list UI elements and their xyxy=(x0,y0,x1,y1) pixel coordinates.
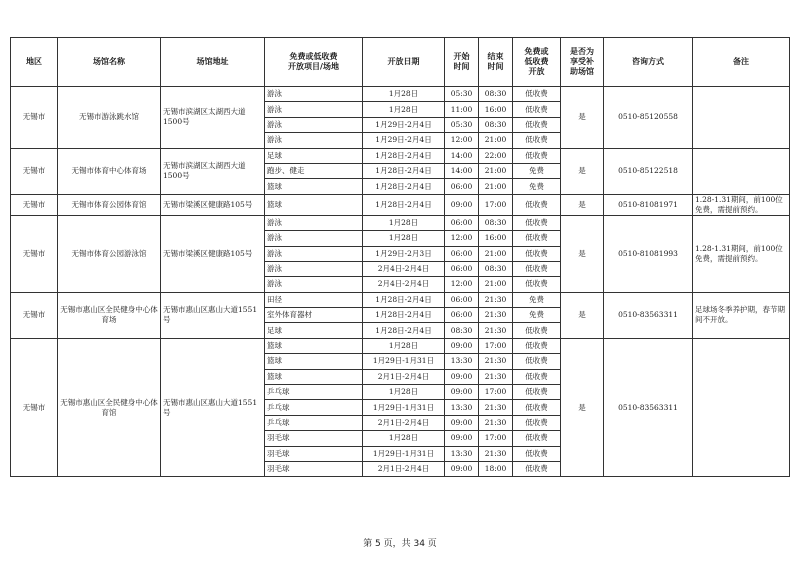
table-row xyxy=(11,87,790,102)
item-cell: 游泳 xyxy=(265,133,363,148)
fee-cell: 低收费 xyxy=(513,102,561,117)
item-cell: 羽毛球 xyxy=(265,431,363,446)
start-time-cell: 09:00 xyxy=(445,415,479,430)
header-row xyxy=(11,38,790,87)
item-cell: 游泳 xyxy=(265,261,363,276)
date-cell: 1月29日-1月31日 xyxy=(363,400,445,415)
date-cell: 2月1日-2月4日 xyxy=(363,461,445,476)
contact-cell: 0510-85120558 xyxy=(604,87,693,149)
fee-cell: 低收费 xyxy=(513,148,561,163)
venue-address-cell: 无锡市滨湖区太湖西大道1500号 xyxy=(161,87,265,149)
fee-cell: 低收费 xyxy=(513,369,561,384)
date-cell: 1月28日-2月4日 xyxy=(363,148,445,163)
header-line: 免费或低收费 xyxy=(289,52,338,61)
item-cell: 乒乓球 xyxy=(265,415,363,430)
fee-cell: 低收费 xyxy=(513,231,561,246)
item-cell: 跑步、健走 xyxy=(265,163,363,178)
date-cell: 1月28日 xyxy=(363,385,445,400)
end-time-cell: 18:00 xyxy=(479,461,513,476)
date-cell: 1月28日 xyxy=(363,102,445,117)
subsidy-cell: 是 xyxy=(561,194,604,215)
start-time-cell: 13:30 xyxy=(445,354,479,369)
item-cell: 羽毛球 xyxy=(265,461,363,476)
note-cell: 1.28-1.31期间，前100位免费，需提前预约。 xyxy=(693,215,790,292)
start-time-cell: 12:00 xyxy=(445,231,479,246)
end-time-cell: 21:30 xyxy=(479,323,513,338)
header-venue-name: 场馆名称 xyxy=(58,38,161,87)
table-row xyxy=(11,338,790,353)
end-time-cell: 21:00 xyxy=(479,133,513,148)
start-time-cell: 09:00 xyxy=(445,369,479,384)
end-time-cell: 21:30 xyxy=(479,308,513,323)
end-time-cell: 21:30 xyxy=(479,415,513,430)
note-cell: 足球场冬季养护期，春节期间不开放。 xyxy=(693,292,790,338)
item-cell: 羽毛球 xyxy=(265,446,363,461)
fee-cell: 免费 xyxy=(513,308,561,323)
header-open-item xyxy=(265,38,363,87)
table-body xyxy=(11,87,790,477)
date-cell: 1月28日 xyxy=(363,87,445,102)
header-line: 开放 xyxy=(528,67,545,76)
region-cell: 无锡市 xyxy=(11,215,58,292)
start-time-cell: 06:00 xyxy=(445,261,479,276)
subsidy-cell: 是 xyxy=(561,215,604,292)
date-cell: 1月28日 xyxy=(363,231,445,246)
end-time-cell: 17:00 xyxy=(479,194,513,215)
end-time-cell: 21:30 xyxy=(479,354,513,369)
header-line: 开放项目/场地 xyxy=(288,62,339,71)
header-line: 助场馆 xyxy=(570,67,594,76)
date-cell: 1月28日 xyxy=(363,431,445,446)
item-cell: 游泳 xyxy=(265,246,363,261)
venue-address-cell: 无锡市惠山区惠山大道1551号 xyxy=(161,292,265,338)
end-time-cell: 21:30 xyxy=(479,292,513,307)
item-cell: 游泳 xyxy=(265,102,363,117)
venue-name-cell: 无锡市体育公园游泳馆 xyxy=(58,215,161,292)
header-line: 时间 xyxy=(487,62,504,71)
start-time-cell: 14:00 xyxy=(445,163,479,178)
venue-address-cell: 无锡市梁溪区健康路105号 xyxy=(161,194,265,215)
header-line: 低收费 xyxy=(524,57,549,66)
fee-cell: 低收费 xyxy=(513,446,561,461)
item-cell: 乒乓球 xyxy=(265,385,363,400)
fee-cell: 低收费 xyxy=(513,261,561,276)
contact-cell: 0510-83563311 xyxy=(604,292,693,338)
end-time-cell: 21:00 xyxy=(479,246,513,261)
item-cell: 足球 xyxy=(265,148,363,163)
venue-address-cell: 无锡市惠山区惠山大道1551号 xyxy=(161,338,265,477)
header-line: 免费或 xyxy=(524,47,549,56)
item-cell: 游泳 xyxy=(265,231,363,246)
header-start-time xyxy=(445,38,479,87)
start-time-cell: 13:30 xyxy=(445,446,479,461)
contact-cell: 0510-81081993 xyxy=(604,215,693,292)
date-cell: 1月28日-2月4日 xyxy=(363,194,445,215)
subsidy-cell: 是 xyxy=(561,292,604,338)
end-time-cell: 17:00 xyxy=(479,385,513,400)
fee-cell: 低收费 xyxy=(513,194,561,215)
date-cell: 1月29日-2月4日 xyxy=(363,117,445,132)
region-cell: 无锡市 xyxy=(11,338,58,477)
date-cell: 1月28日-2月4日 xyxy=(363,323,445,338)
item-cell: 游泳 xyxy=(265,215,363,230)
item-cell: 篮球 xyxy=(265,338,363,353)
date-cell: 1月28日-2月4日 xyxy=(363,163,445,178)
date-cell: 1月29日-2月3日 xyxy=(363,246,445,261)
item-cell: 室外体育器材 xyxy=(265,308,363,323)
note-cell: 1.28-1.31期间，前100位免费，需提前预约。 xyxy=(693,194,790,215)
item-cell: 篮球 xyxy=(265,369,363,384)
header-end-time xyxy=(479,38,513,87)
fee-cell: 低收费 xyxy=(513,461,561,476)
venue-name-cell: 无锡市体育公园体育馆 xyxy=(58,194,161,215)
fee-cell: 免费 xyxy=(513,179,561,194)
contact-cell: 0510-81081971 xyxy=(604,194,693,215)
fee-cell: 低收费 xyxy=(513,117,561,132)
header-open-date: 开放日期 xyxy=(363,38,445,87)
item-cell: 游泳 xyxy=(265,117,363,132)
contact-cell: 0510-83563311 xyxy=(604,338,693,477)
end-time-cell: 08:30 xyxy=(479,117,513,132)
end-time-cell: 21:30 xyxy=(479,446,513,461)
header-venue-address: 场馆地址 xyxy=(161,38,265,87)
region-cell: 无锡市 xyxy=(11,148,58,194)
subsidy-cell: 是 xyxy=(561,87,604,149)
fee-cell: 低收费 xyxy=(513,133,561,148)
header-line: 时间 xyxy=(453,62,470,71)
date-cell: 1月28日-2月4日 xyxy=(363,179,445,194)
note-cell xyxy=(693,87,790,149)
region-cell: 无锡市 xyxy=(11,87,58,149)
start-time-cell: 12:00 xyxy=(445,277,479,292)
header-note: 备注 xyxy=(693,38,790,87)
start-time-cell: 05:30 xyxy=(445,117,479,132)
venue-name-cell: 无锡市体育中心体育场 xyxy=(58,148,161,194)
table-row xyxy=(11,292,790,307)
start-time-cell: 11:00 xyxy=(445,102,479,117)
venue-address-cell: 无锡市滨湖区太湖西大道1500号 xyxy=(161,148,265,194)
header-region: 地区 xyxy=(11,38,58,87)
fee-cell: 低收费 xyxy=(513,354,561,369)
end-time-cell: 16:00 xyxy=(479,231,513,246)
start-time-cell: 06:00 xyxy=(445,246,479,261)
venue-table-container xyxy=(10,37,789,477)
start-time-cell: 09:00 xyxy=(445,385,479,400)
start-time-cell: 06:00 xyxy=(445,292,479,307)
fee-cell: 低收费 xyxy=(513,400,561,415)
item-cell: 篮球 xyxy=(265,179,363,194)
end-time-cell: 17:00 xyxy=(479,338,513,353)
item-cell: 田径 xyxy=(265,292,363,307)
date-cell: 2月1日-2月4日 xyxy=(363,369,445,384)
end-time-cell: 08:30 xyxy=(479,261,513,276)
fee-cell: 低收费 xyxy=(513,431,561,446)
venue-name-cell: 无锡市游泳跳水馆 xyxy=(58,87,161,149)
region-cell: 无锡市 xyxy=(11,194,58,215)
header-line: 结束 xyxy=(487,52,504,61)
header-subsidy xyxy=(561,38,604,87)
subsidy-cell: 是 xyxy=(561,148,604,194)
fee-cell: 低收费 xyxy=(513,277,561,292)
date-cell: 1月29日-1月31日 xyxy=(363,354,445,369)
item-cell: 游泳 xyxy=(265,87,363,102)
fee-cell: 低收费 xyxy=(513,385,561,400)
date-cell: 2月4日-2月4日 xyxy=(363,277,445,292)
table-row xyxy=(11,148,790,163)
venue-name-cell: 无锡市惠山区全民健身中心体育场 xyxy=(58,292,161,338)
start-time-cell: 09:00 xyxy=(445,461,479,476)
end-time-cell: 17:00 xyxy=(479,431,513,446)
start-time-cell: 06:00 xyxy=(445,215,479,230)
date-cell: 1月28日-2月4日 xyxy=(363,292,445,307)
start-time-cell: 13:30 xyxy=(445,400,479,415)
start-time-cell: 06:00 xyxy=(445,308,479,323)
start-time-cell: 09:00 xyxy=(445,338,479,353)
fee-cell: 免费 xyxy=(513,163,561,178)
header-line: 是否为 xyxy=(570,47,594,56)
subsidy-cell: 是 xyxy=(561,338,604,477)
item-cell: 足球 xyxy=(265,323,363,338)
item-cell: 篮球 xyxy=(265,194,363,215)
fee-cell: 免费 xyxy=(513,292,561,307)
fee-cell: 低收费 xyxy=(513,323,561,338)
start-time-cell: 05:30 xyxy=(445,87,479,102)
header-contact: 咨询方式 xyxy=(604,38,693,87)
end-time-cell: 21:00 xyxy=(479,163,513,178)
end-time-cell: 22:00 xyxy=(479,148,513,163)
page-footer: 第 5 页，共 34 页 xyxy=(363,539,437,549)
fee-cell: 低收费 xyxy=(513,87,561,102)
note-cell xyxy=(693,148,790,194)
table-row xyxy=(11,215,790,230)
end-time-cell: 21:00 xyxy=(479,277,513,292)
date-cell: 1月29日-2月4日 xyxy=(363,133,445,148)
header-fee-type xyxy=(513,38,561,87)
date-cell: 1月28日-2月4日 xyxy=(363,308,445,323)
start-time-cell: 14:00 xyxy=(445,148,479,163)
end-time-cell: 08:30 xyxy=(479,215,513,230)
end-time-cell: 21:00 xyxy=(479,179,513,194)
header-line: 享受补 xyxy=(570,57,594,66)
end-time-cell: 16:00 xyxy=(479,102,513,117)
start-time-cell: 09:00 xyxy=(445,194,479,215)
fee-cell: 低收费 xyxy=(513,215,561,230)
venue-name-cell: 无锡市惠山区全民健身中心体育馆 xyxy=(58,338,161,477)
contact-cell: 0510-85122518 xyxy=(604,148,693,194)
region-cell: 无锡市 xyxy=(11,292,58,338)
start-time-cell: 09:00 xyxy=(445,431,479,446)
end-time-cell: 08:30 xyxy=(479,87,513,102)
item-cell: 篮球 xyxy=(265,354,363,369)
item-cell: 游泳 xyxy=(265,277,363,292)
date-cell: 2月4日-2月4日 xyxy=(363,261,445,276)
item-cell: 乒乓球 xyxy=(265,400,363,415)
fee-cell: 低收费 xyxy=(513,246,561,261)
start-time-cell: 06:00 xyxy=(445,179,479,194)
table-row xyxy=(11,194,790,215)
date-cell: 2月1日-2月4日 xyxy=(363,415,445,430)
date-cell: 1月28日 xyxy=(363,215,445,230)
start-time-cell: 08:30 xyxy=(445,323,479,338)
venue-address-cell: 无锡市梁溪区健康路105号 xyxy=(161,215,265,292)
start-time-cell: 12:00 xyxy=(445,133,479,148)
date-cell: 1月29日-1月31日 xyxy=(363,446,445,461)
date-cell: 1月28日 xyxy=(363,338,445,353)
fee-cell: 低收费 xyxy=(513,338,561,353)
venue-table xyxy=(10,37,790,477)
end-time-cell: 21:30 xyxy=(479,400,513,415)
note-cell xyxy=(693,338,790,477)
end-time-cell: 21:30 xyxy=(479,369,513,384)
header-line: 开始 xyxy=(453,52,470,61)
fee-cell: 低收费 xyxy=(513,415,561,430)
